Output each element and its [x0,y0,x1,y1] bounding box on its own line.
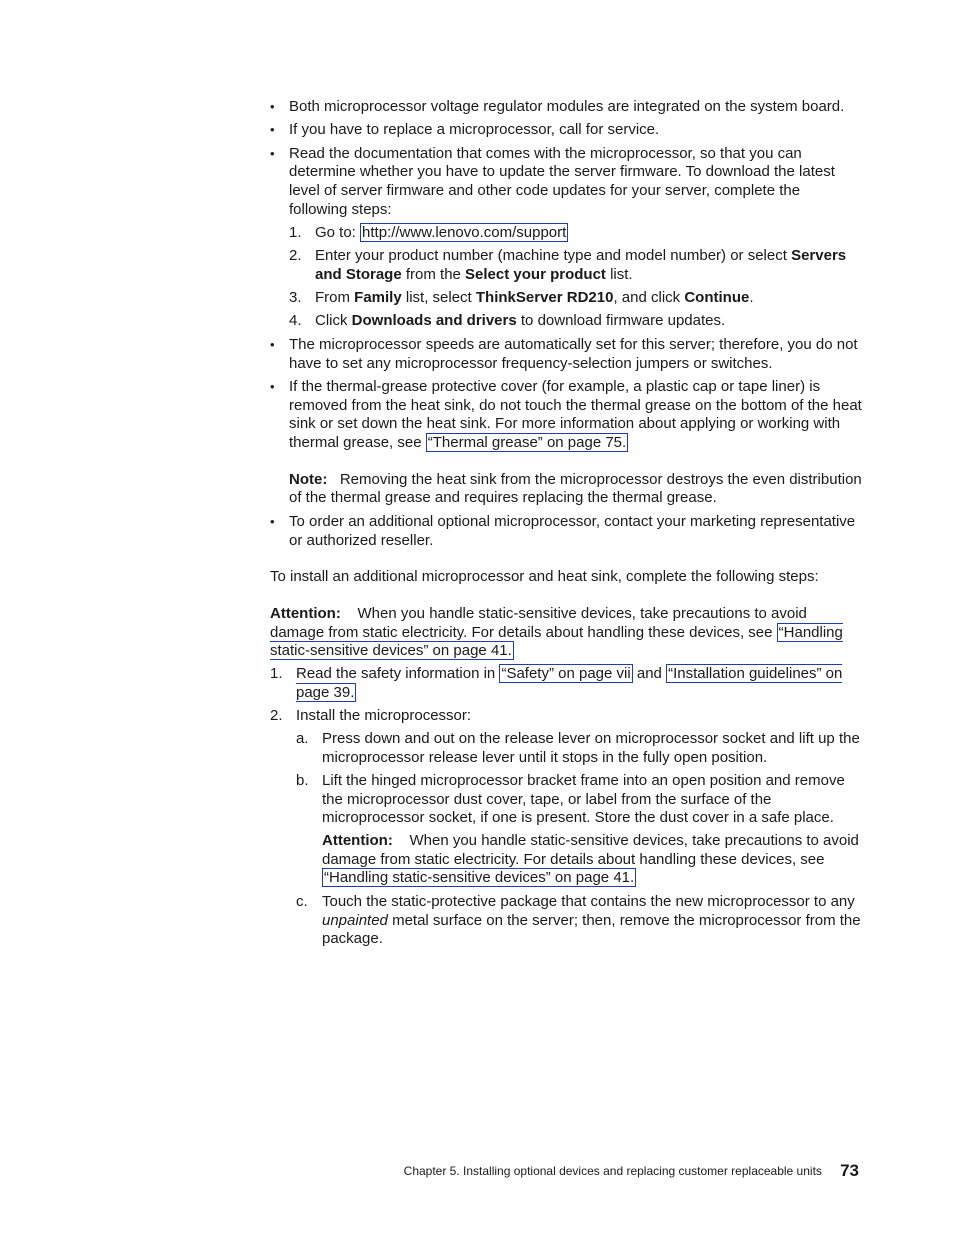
download-step: 4. Click Downloads and drivers to download firmware updates. [289,312,726,330]
safety-link[interactable]: “Safety” on page vii [501,665,631,683]
install-substeps-list [296,730,862,949]
page-number: 73 [840,1161,859,1180]
list-item: • If you have to replace a microprocessor, call for service. [270,121,862,140]
list-item: • If the thermal-grease protective cover (for example, a plastic cap or tape liner) is removed from the heat sink, do not touch the thermal grease on the bottom of the heat sink or set down the heat sink. For more information about applying or working with thermal grease, see “Thermal grease” on page 75. Note: Removing the heat sink from the microprocessor destroys the even distribution of the thermal grease and requires replacing the thermal grease. [270,378,862,508]
install-step: 1. Read the safety information in “Safety” on page vii and “Installation guidelines” on page 39. [270,665,843,701]
install-substep: c. Touch the static-protective package that contains the new microprocessor to any unpainted metal surface on the server; then, remove the microprocessor from the package. [296,892,861,948]
static-devices-link[interactable]: “Handling static-sensitive devices” on page 41. [324,869,635,887]
install-step: 2. Install the microprocessor: a. Press down and out on the release lever on microprocessor socket and lift up the microprocessor release lever until it stops in the fully open position. b. Lift the hinged microprocessor bracket frame into an open position and remove the microprocessor dust cover, tape, or label from the surface of the microprocessor socket, if one is present. Store the dust cover in a safe place. Attention: When you handle static-sensitive devices, take precautions to avoid damage from static electricity. For details about handling these devices, see “Handling static-sensitive devices” on page 41. c. Touch the static-protective package that contains the new microprocessor to any unpainted metal surface on the server; then, remove the microprocessor from the package. [270,707,861,948]
list-item: • Read the documentation that comes with the microprocessor, so that you can determine whether you have to update the server firmware. To download the latest level of server firmware and other code updates for your server, complete the following steps: 1. Go to: http://www.lenovo.com/support 2. Enter your product number (machine type and model number) or select Servers and Storage from the Select your product list. 3. From Family list, select ThinkServer RD210, and click Continue. 4. Click Downloads and drivers to download firmware updates. [270,145,862,331]
intro-paragraph: To install an additional microprocessor and heat sink, complete the following steps: [270,568,819,586]
list-item: • To order an additional optional microprocessor, contact your marketing representative or authorized reseller. [270,513,862,550]
static-devices-link[interactable]: “Handling static-sensitive devices” on page 41. [270,623,843,660]
installation-guidelines-link[interactable]: “Installation guidelines” on page 39. [296,665,843,701]
lenovo-support-link[interactable]: http://www.lenovo.com/support [362,223,567,241]
download-steps-list [289,224,862,332]
page-content [270,98,862,954]
install-steps-list [270,665,862,949]
list-item: • Both microprocessor voltage regulator modules are integrated on the system board. [270,98,862,117]
thermal-grease-link[interactable]: “Thermal grease” on page 75. [427,434,627,452]
chapter-title: Chapter 5. Installing optional devices and replacing customer replaceable units [403,1164,822,1178]
requirements-list [270,98,862,550]
download-step: 1. Go to: http://www.lenovo.com/support [289,223,567,241]
page-footer [404,1162,859,1181]
note: Note: Removing the heat sink from the microprocessor destroys the even distribution of the thermal grease and requires replacing the thermal grease. [289,470,862,507]
install-substep: b. Lift the hinged microprocessor bracket frame into an open position and remove the microprocessor dust cover, tape, or label from the surface of the microprocessor socket, if one is present. Store the dust cover in a safe place. Attention: When you handle static-sensitive devices, take precautions to avoid damage from static electricity. For details about handling these devices, see “Handling static-sensitive devices” on page 41. [296,772,862,888]
attention-notice: Attention: When you handle static-sensitive devices, take precautions to avoid damage from static electricity. For details about handling these devices, see “Handling static-sensitive devices” on page 41. [322,832,859,887]
download-step: 3. From Family list, select ThinkServer RD210, and click Continue. [289,289,754,307]
list-item: • The microprocessor speeds are automatically set for this server; therefore, you do not have to set any microprocessor frequency-selection jumpers or switches. [270,336,862,373]
attention-notice: Attention: When you handle static-sensitive devices, take precautions to avoid damage from static electricity. For details about handling these devices, see “Handling static-sensitive devices” on page 41. [270,604,843,660]
download-step: 2. Enter your product number (machine type and model number) or select Servers and Storage from the Select your product list. [289,246,847,283]
install-substep: a. Press down and out on the release lever on microprocessor socket and lift up the microprocessor release lever until it stops in the fully open position. [296,729,860,766]
